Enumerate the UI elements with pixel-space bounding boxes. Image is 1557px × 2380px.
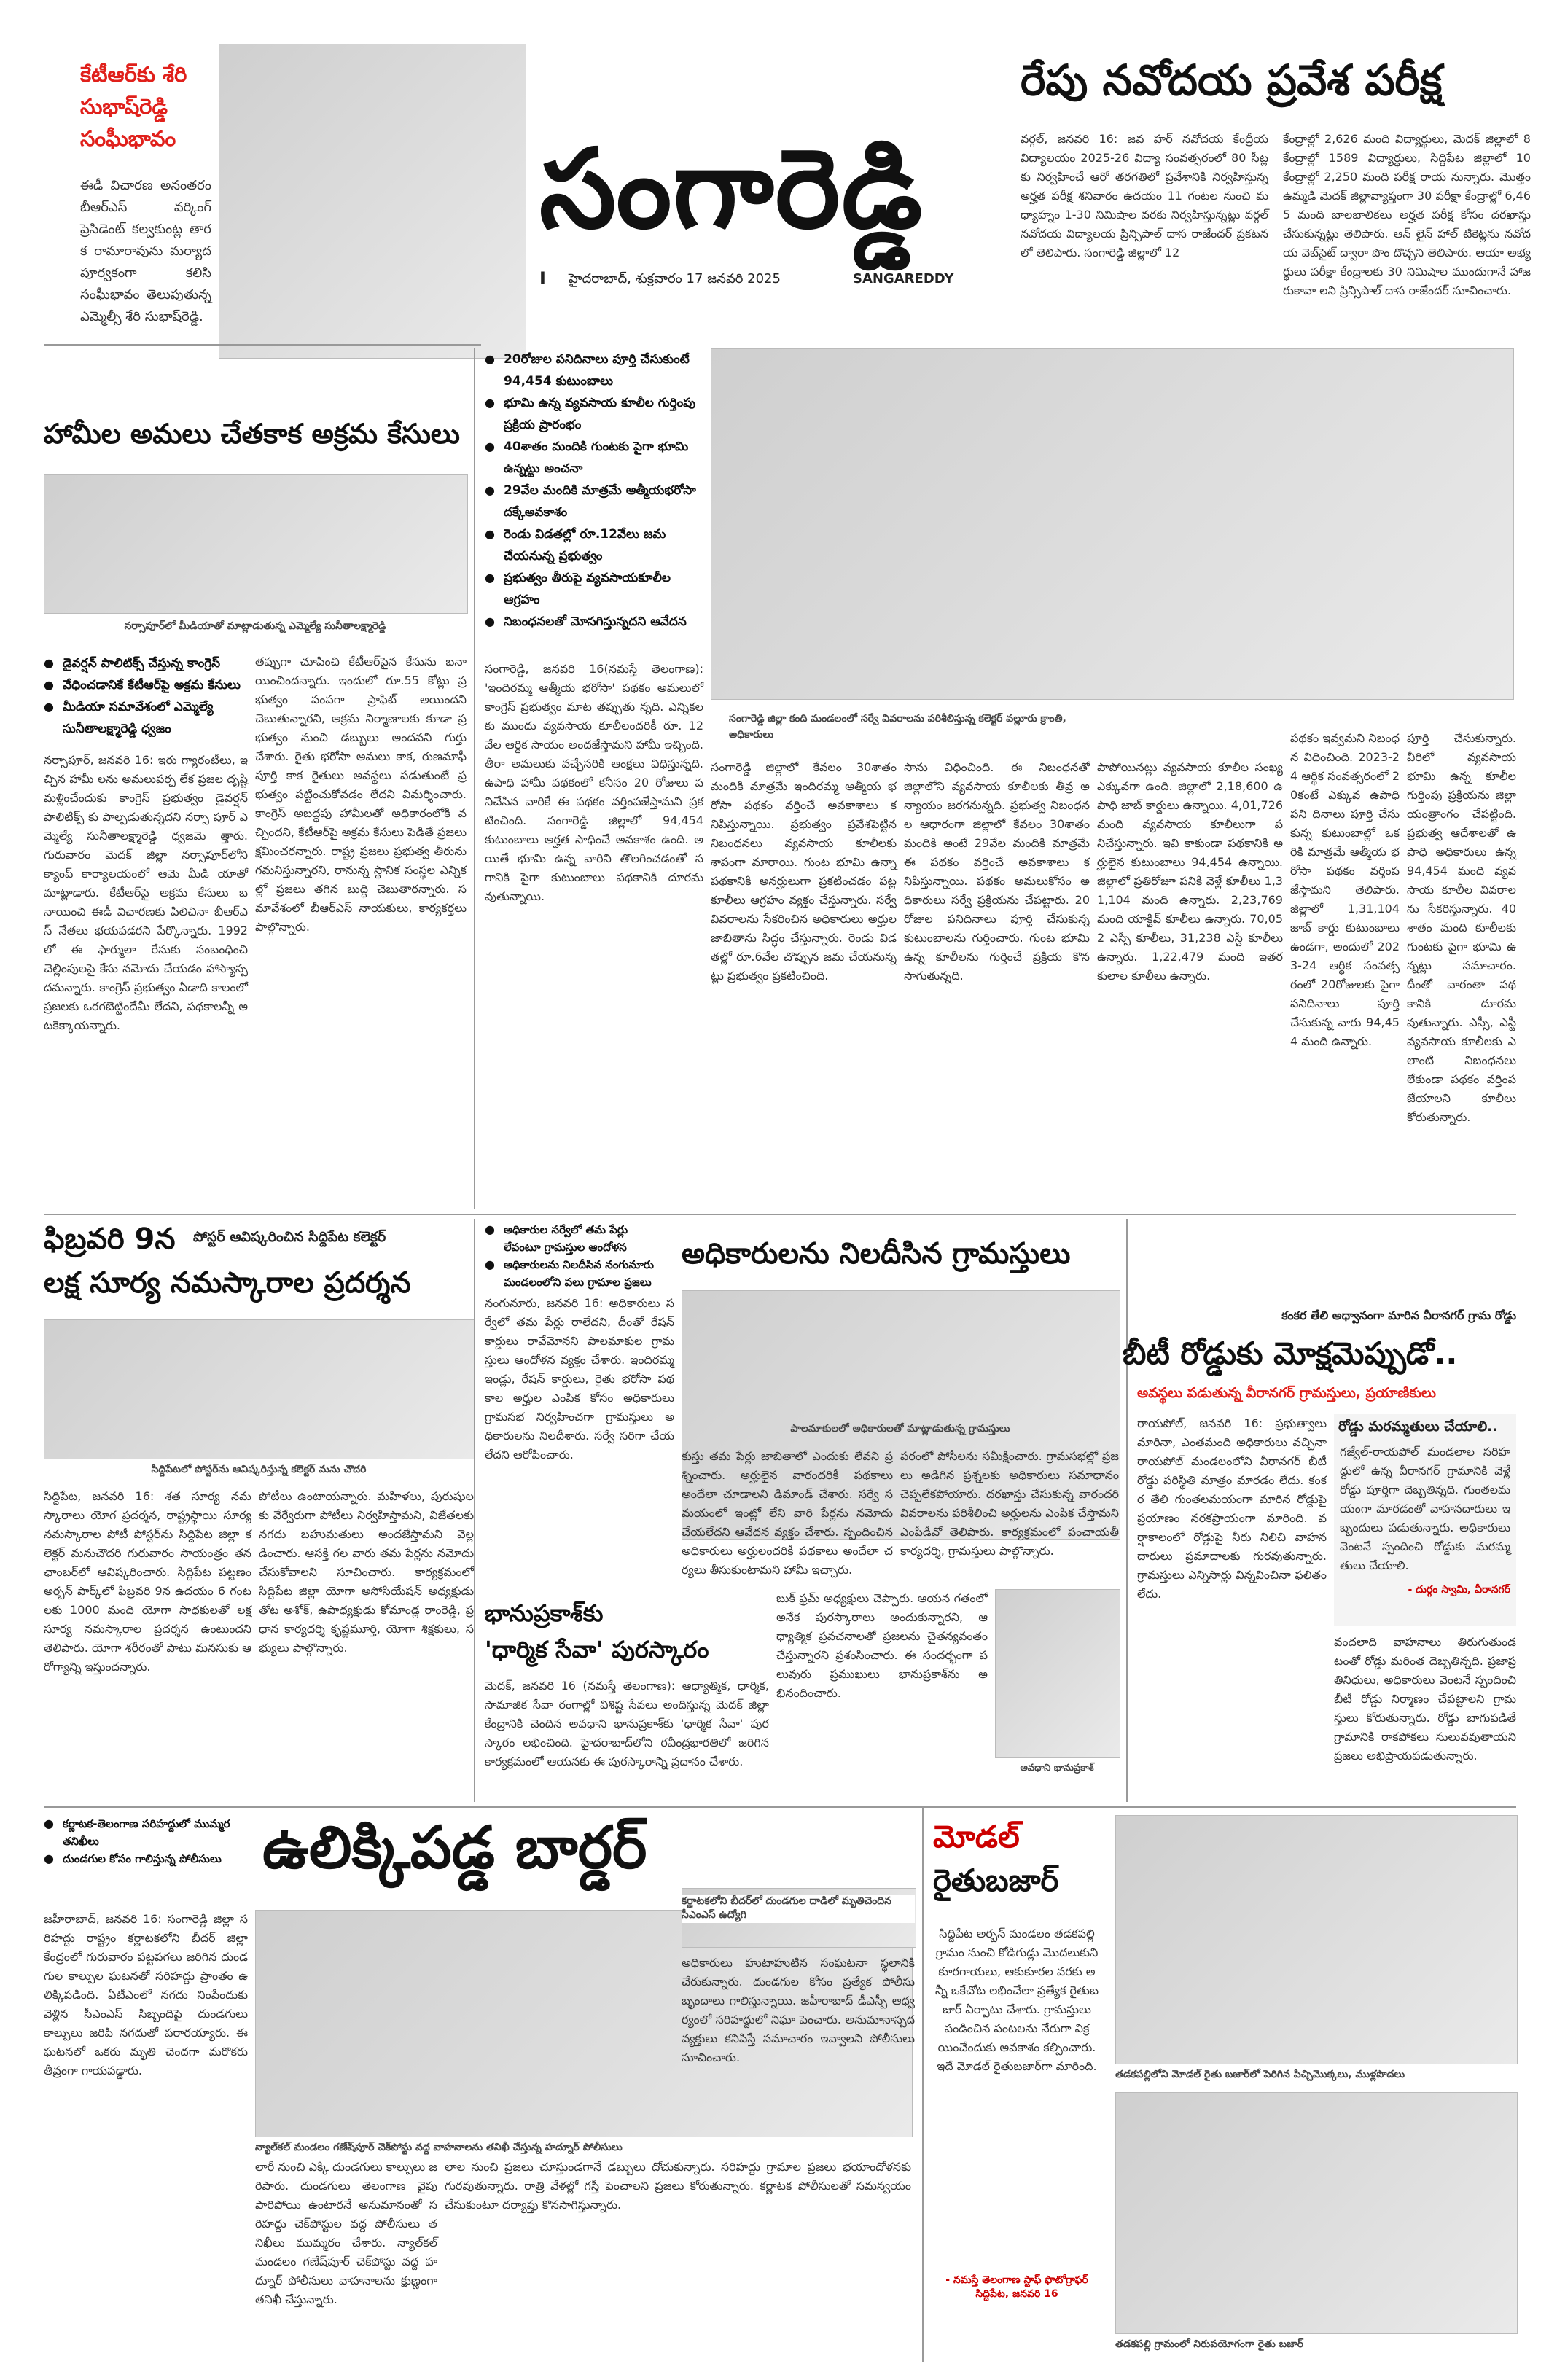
- surya-headline-1: ఫిబ్రవరి 9న: [44, 1222, 176, 1256]
- ktr-solidarity-caption: ఈడీ విచారణ అనంతరం బీఆర్‌ఎస్‌ వర్కింగ్‌ ప్రెసిడెంట్‌ కల్వకుంట్ల తారక రామారావును మర్యాదపూర్వకంగా కలిసి సంఘీభావం తెలుపుతున్న ఎమ్మెల్సీ శేరి సుభాష్‌రెడ్డి.: [80, 178, 211, 324]
- border-headline: ఉలిక్కిపడ్డ బార్డర్‌: [262, 1814, 647, 1881]
- adhikarulu-bullet: ● అధికారులను నిలదీసిన నంగునూరు మండలంలోని పలు గ్రామాల ప్రజలు: [485, 1256, 667, 1291]
- bhanu-headline-2: 'ధార్మిక సేవా' పురస్కారం: [485, 1636, 709, 1663]
- surya-caption: సిద్దిపేటలో పోస్టర్‌ను ఆవిష్కరిస్తున్న కలెక్టర్‌ మను చౌదరి: [151, 1464, 367, 1475]
- masthead-title: సంగారెడ్డి: [539, 126, 924, 253]
- surya-headline-2: లక్ష సూర్య నమస్కారాల ప్రదర్శన: [44, 1266, 411, 1300]
- surya-kicker: పోస్టర్‌ ఆవిష్కరించిన సిద్దిపేట కలెక్టర్‌: [193, 1229, 386, 1245]
- navodaya-body-col1: వర్గల్‌, జనవరి 16: జవ హర్‌ నవోదయ కేంద్రీయ విద్యాలయం 2025-26 విద్యా సంవత్సరంలో 80 సీట్లకు నిర్వహించే ఆరో తరగతిలో ప్రవేశానికి నిర్వహిస్తున్న అర్హత పరీక్ష శనివారం ఉదయం 11 గంటల నుంచి మధ్యాహ్నం 1-30 నిమిషాల వరకు నిర్వహిస్తున్నట్లు వర్గల్‌ నవోదయ విద్యాలయ ప్రిన్సిపాల్‌ దాస రాజేందర్‌ ప్రకటనలో తెలిపారు. సంగారెడ్డి జిల్లాలో 12: [1021, 132, 1268, 260]
- bharosa-bullet: ● 20రోజుల పనిదినాలు పూర్తి చేసుకుంటే 94,454 కుటుంబాలు: [485, 348, 703, 392]
- border-body-col3: అధికారులు హుటాహుటిన సంఘటనా స్థలానికి చేరుకున్నారు. దుండగుల కోసం ప్రత్యేక పోలీసు బృందాలు గాలిస్తున్నాయి. జహీరాబాద్‌ డీఎస్పీ ఆధ్వర్యంలో సరిహద్దులో నిఘా పెంచారు. అనుమానాస్పద వ్యక్తులు కనిపిస్తే సమాచారం ఇవ్వాలని పోలీసులు సూచించారు.: [682, 1956, 915, 2064]
- masthead-title-en: SANGAREDDY: [853, 271, 954, 286]
- model-byline: - నమస్తే తెలంగాణ స్టాఫ్‌ ఫొటోగ్రాఫర్‌ సిద్దిపేట, జనవరి 16: [945, 2274, 1088, 2300]
- model-caption1: తడకపల్లిలోని మోడల్‌ రైతు బజార్‌లో పెరిగిన పిచ్చిమొక్కలు, ముళ్లపొదలు: [1115, 2069, 1405, 2080]
- divider: [44, 344, 481, 346]
- adhikarulu-bullets: [485, 1221, 667, 1291]
- bharosa-bullet: ● రెండు విడతల్లో రూ.12వేలు జమ చేయనున్న ప్రభుత్వం: [485, 523, 703, 567]
- border-caption1: కర్ణాటకలోని బీదర్‌లో దుండగుల దాడిలో మృతిచెందిన సీఎంఎస్‌ ఉద్యోగి: [682, 1895, 915, 1923]
- btroad-body-col2: వందలాది వాహనాలు తిరుగుతుండటంతో రోడ్డు మరింత దెబ్బతిన్నది. ప్రజాప్రతినిధులు, అధికారులు వెంటనే స్పందించి బీటీ రోడ్డు నిర్మాణం చేపట్టాలని గ్రామస్తులు కోరుతున్నారు. రోడ్డు బాగుపడితే గ్రామానికి రాకపోకలు సులువవుతాయని ప్రజలు అభిప్రాయపడుతున్నారు.: [1334, 1635, 1516, 1763]
- adhikarulu-body-col3: పరంలో పోసీలను సమీక్షించారు. గ్రామసభల్లో ప్రజలు అడిగిన ప్రశ్నలకు అధికారులు సమాధానం చెప్పలేకపోయారు. దరఖాస్తు చేసుకున్న వారందరి వివరాలను పరిశీలించి అర్హులను ఎంపిక చేస్తామని ఎంపీడీవో తెలిపారు. కార్యక్రమంలో పంచాయతీ కార్యదర్శి, గ్రామస్తులు పాల్గొన్నారు.: [900, 1449, 1119, 1558]
- homilu-caption: నర్సాపూర్‌లో మీడియాతో మాట్లాడుతున్న ఎమ్మెల్యే సునీతాలక్ష్మారెడ్డి: [124, 620, 386, 632]
- bharosa-bullet: ● 29వేల మందికి మాత్రమే ఆత్మీయభరోసా దక్కేఅవకాశం: [485, 480, 703, 523]
- page-marker: I: [539, 268, 546, 289]
- ktr-solidarity-headline: కేటీఆర్‌కు శేరి సుభాష్‌రెడ్డి సంఘీభావం: [80, 62, 187, 151]
- border-body-col4: లాల నుంచి ప్రజలు చూస్తుండగానే డబ్బులు దోచుకున్నారు. సరిహద్దు గ్రామాల ప్రజలు భయాందోళనకు గురవుతున్నారు. రాత్రి వేళల్లో గస్తీ పెంచాలని ప్రజలు కోరుతున్నారు. కర్ణాటక పోలీసులతో సమన్వయం చేసుకుంటూ దర్యాప్తు కొనసాగిస్తున్నారు.: [445, 2160, 911, 2212]
- bharosa-bullets: [485, 348, 703, 633]
- bharosa-body-col4: పాపోయినట్లు వ్యవసాయ కూలీల సంఖ్య ఎక్కువగా ఉంది. జిల్లాలో 2,18,600 ఉపాధి జాబ్‌ కార్డులు ఉన్నాయి. 4,01,726 మంది వ్యవసాయ కూలీలుగా పనిచేస్తున్నారు. ఇవి కాకుండా పథకానికి అర్హులైన కుటుంబాలు 94,454 ఉన్నాయి. జిల్లాలో ప్రతిరోజూ పనికి వెళ్లే కూలీలు 1,31,104 మంది ఉన్నారు. 2,23,769 మంది యాక్టివ్‌ కూలీలు ఉన్నారు. 70,052 ఎస్సీ కూలీలు, 31,238 ఎస్టీ కూలీలు ఉన్నారు. 1,22,479 మంది ఇతర కులాల కూలీలు ఉన్నారు.: [1097, 760, 1283, 983]
- homilu-bullet: ● మీడియా సమావేశంలో ఎమ్మెల్యే సునీతాలక్ష్మారెడ్డి ధ్వజం: [44, 696, 248, 740]
- bhanu-author: అవధాని భానుప్రకాశ్‌: [1020, 1763, 1094, 1774]
- btroad-body-col1: రాయపోల్‌, జనవరి 16: ప్రభుత్వాలు మారినా, ఎంతమంది అధికారులు వచ్చినా రాయపోల్‌ మండలంలోని వీరానగర్‌ బీటీ రోడ్డు పరిస్థితి మాత్రం మారడం లేదు. కంకర తేలి గుంతలమయంగా మారిన రోడ్డుపై ప్రయాణం నరకప్రాయంగా మారింది. వర్షాకాలంలో రోడ్డుపై నీరు నిలిచి వాహనదారులు ప్రమాదాలకు గురవుతున్నారు. గ్రామస్తులు ఎన్నిసార్లు విన్నవించినా ఫలితం లేదు.: [1137, 1416, 1327, 1601]
- homilu-body-col1: నర్సాపూర్‌, జనవరి 16: ఇరు గ్యారంటీలు, ఇచ్చిన హామీ లను అమలుపర్చ లేక ప్రజల దృష్టి మళ్లించేందుకు కాంగ్రెస్‌ ప్రభుత్వం డైవర్షన్‌ పాలిటిక్స్‌ కు పాల్పడుతున్నదని నర్సా పూర్‌ ఎమ్మెల్యే సునీతాలక్ష్మారెడ్డి ధ్వజమె త్తారు. గురువారం మెదక్‌ జిల్లా నర్సాపూర్‌లోని క్యాంప్‌ కార్యాలయంలో ఆమె మీడి యాతో మాట్లాడారు. కేటీఆర్‌పై అక్రమ కేసులు బనాయించి ఈడీ విచారణకు పిలిచినా బీఆర్‌ఎస్‌ నేతలు భయపడరని పేర్కొన్నారు. 1992లో ఈ ఫార్ములా రేసుకు సంబంధించి చెల్లింపులపై కేసు నమోదు చేయడం హాస్యాస్పదమన్నారు. కాంగ్రెస్‌ ప్రభుత్వం ఏడాది కాలంలో ప్రజలకు ఒరగబెట్టిందేమీ లేదని, పథకాలన్నీ అటకెక్కాయన్నారు.: [44, 753, 248, 1032]
- divider: [474, 348, 475, 1209]
- homilu-photo: [44, 474, 468, 614]
- bharosa-caption: సంగారెడ్డి జిల్లా కంది మండలంలో సర్వే వివరాలను పరిశీలిస్తున్న కలెక్టర్‌ వల్లూరు క్రాంతి, అధికారులు: [729, 713, 1066, 741]
- border-bullets: [44, 1815, 255, 1868]
- btroad-subhead: అవస్థలు పడుతున్న వీరానగర్‌ గ్రామస్తులు, ప్రయాణికులు: [1137, 1385, 1436, 1401]
- adhikarulu-caption: పాలమాకులలో అధికారులతో మాట్లాడుతున్న గ్రామస్తులు: [790, 1423, 1010, 1435]
- homilu-body-col2: తప్పుగా చూపించి కేటీఆర్‌పైన కేసును బనా యించిందన్నారు. ఇందులో రూ.55 కోట్లు ప్రభుత్వం పంపగా ప్రాఫిట్‌ అయిందని చెబుతున్నారని, అక్రమ నిర్మాణాలకు కూడా ప్రభుత్వం నుంచి డబ్బులు అందవని గుర్తు చేశారు. రైతు భరోసా అమలు కాక, రుణమాఫీ పూర్తి కాక రైతులు అవస్థలు పడుతుంటే ప్రభుత్వం పట్టించుకోవడం లేదని విమర్శించారు. కాంగ్రెస్‌ అబద్ధపు హామీలతో అధికారంలోకి వచ్చిందని, కేటీఆర్‌పై అక్రమ కేసులు పెడితే ప్రజలు క్షమించరన్నారు. రాష్ట్ర ప్రజలు ప్రభుత్వ తీరును గమనిస్తున్నారని, రానున్న స్థానిక సంస్థల ఎన్నికల్లో ప్రజలు తగిన బుద్ధి చెబుతారన్నారు. సమావేశంలో బీఆర్‌ఎస్‌ నాయకులు, కార్యకర్తలు పాల్గొన్నారు.: [255, 655, 467, 934]
- bharosa-bullet: ● 40శాతం మందికి గుంటకు పైగా భూమి ఉన్నట్టు అంచనా: [485, 436, 703, 480]
- model-photo-2: [1115, 2092, 1518, 2334]
- border-body-col2: లారీ నుంచి ఎక్కి దుండగులు కాల్పులు జరిపారు. దుండగులు తెలంగాణ వైపు పారిపోయి ఉంటారనే అనుమానంతో సరిహద్దు చెక్‌పోస్టుల వద్ద పోలీసులు తనిఖీలు ముమ్మరం చేశారు. న్యాల్‌కల్‌ మండలం గణేష్‌పూర్‌ చెక్‌పోస్టు వద్ద హద్నూర్‌ పోలీసులు వాహనాలను క్షుణ్ణంగా తనిఖీ చేస్తున్నారు.: [255, 2160, 437, 2306]
- bharosa-photo: [711, 348, 1514, 700]
- left-top-headline: [80, 58, 219, 155]
- bharosa-bullet: ● ప్రభుత్వం తీరుపై వ్యవసాయకూలీల ఆగ్రహం: [485, 567, 703, 611]
- btroad-pullquote: రోడ్డు మరమ్మతులు చేయాలి..: [1338, 1419, 1498, 1435]
- ktr-solidarity-photo: [219, 44, 526, 359]
- masthead-dateline: హైదరాబాద్‌, శుక్రవారం 17 జనవరి 2025: [569, 271, 781, 286]
- surya-photo: [44, 1319, 475, 1459]
- border-bullet: ● కర్ణాటక-తెలంగాణ సరిహద్దులో ముమ్మర తనిఖీలు: [44, 1815, 255, 1850]
- border-bullet: ● దుండగుల కోసం గాలిస్తున్న పోలీసులు: [44, 1850, 255, 1868]
- masthead: [539, 117, 1006, 306]
- homilu-bullet: ● వేధించడానికే కేటీఆర్‌పై అక్రమ కేసులు: [44, 674, 248, 696]
- surya-body-col2: పోటీలు ఉంటాయన్నారు. మహిళలు, పురుషులకు వేర్వేరుగా పోటీలు నిర్వహిస్తామని, విజేతలకు నగదు బహుమతులు అందజేస్తామని వెల్లడించారు. ఆసక్తి గల వారు తమ పేర్లను నమోదు చేసుకోవాలని సూచించారు. కార్యక్రమంలో సిద్దిపేట జిల్లా యోగా అసోసియేషన్‌ అధ్యక్షుడు తోట అశోక్‌, ఉపాధ్యక్షుడు కోమాండ్ల రాంరెడ్డి, ప్రధాన కార్యదర్శి కృష్ణమూర్తి, యోగా శిక్షకులు, సభ్యులు పాల్గొన్నారు.: [259, 1489, 474, 1655]
- model-body: సిద్దిపేట అర్బన్‌ మండలం తడకపల్లి గ్రామం నుంచి కోడిగుడ్లు మొదలుకుని కూరగాయలు, ఆకుకూరల వరకు అన్నీ ఒకేచోట లభించేలా ప్రత్యేక రైతుబజార్‌ ఏర్పాటు చేశారు. గ్రామస్తులు పండించిన పంటలను నేరుగా విక్రయించేందుకు అవకాశం కల్పించారు. ఇదే మోడల్‌ రైతుబజార్‌గా మారింది.: [935, 1927, 1099, 2073]
- homilu-bullets: [44, 652, 248, 740]
- bharosa-body-col3: సాను విధించింది. ఈ నిబంధనతో జిల్లాలోని వ్యవసాయ కూలీలకు తీవ్ర అన్యాయం జరగనున్నది. ప్రభుత్వ నిబంధనల ఆధారంగా జిల్లాలో కేవలం 30శాతం మందికి అంటే 29వేల మందికి మాత్రమే ఈ పథకం వర్తించే అవకాశాలు కనిపిస్తున్నాయి. పథకం అమలుకోసం అధికారులు సర్వే ప్రక్రియను చేపట్టారు. 20 రోజుల పనిదినాలు పూర్తి చేసుకున్న కుటుంబాలను గుర్తించారు. గుంట భూమి ఉన్న కూలీలను గుర్తించే ప్రక్రియ కొనసాగుతున్నది.: [904, 760, 1090, 983]
- border-caption2: న్యాల్‌కల్‌ మండలం గణేష్‌పూర్‌ చెక్‌పోస్టు వద్ద వాహనాలను తనిఖీ చేస్తున్న హద్నూర్‌ పోలీసులు: [255, 2142, 623, 2153]
- divider: [1126, 1219, 1128, 1802]
- bharosa-body-col1: సంగారెడ్డి, జనవరి 16(నమస్తే తెలంగాణ): 'ఇందిరమ్మ ఆత్మీయ భరోసా' పథకం అమలులో కాంగ్రెస్‌ ప్రభుత్వం మాట తప్పుతు న్నది. ఎన్నికలకు ముందు వ్యవసాయ కూలీలందరికీ రూ. 12వేల ఆర్థిక సాయం అందజేస్తామని హామీ ఇచ్చింది. తీరా అమలుకు వచ్చేసరికి ఆంక్షలు విధిస్తున్నది. ఉపాధి హామీ పథకంలో కనీసం 20 రోజులు పనిచేసిన వారికే ఈ పథకం వర్తింపజేస్తామని ప్రకటించింది. సంగారెడ్డి జిల్లాలో 94,454 కుటుంబాలు అర్హత సాధించే అవకాశం ఉంది. అయితే భూమి ఉన్న వారిని తొలగించడంతో సగానికి పైగా కుటుంబాలు పథకానికి దూరమవుతున్నాయి.: [485, 662, 703, 903]
- bharosa-body-col6: పూర్తి చేసుకున్నారు. వీరిలో వ్యవసాయ భూమి ఉన్న కూలీల గుర్తింపు ప్రక్రియను జిల్లా యంత్రాంగం చేపట్టింది. ప్రభుత్వ ఆదేశాలతో ఉపాధి అధికారులు ఉన్న 94,454 మంది వ్యవసాయ కూలీల వివరాలను సేకరిస్తున్నారు. 40శాతం మంది కూలీలకు గుంటకు పైగా భూమి ఉన్నట్లు సమాచారం. దీంతో వారంతా పథకానికి దూరమవుతున్నారు. ఎస్సీ, ఎస్టీ వ్యవసాయ కూలీలకు ఎలాంటి నిబంధనలు లేకుండా పథకం వర్తింపజేయాలని కూలీలు కోరుతున్నారు.: [1407, 731, 1516, 1124]
- btroad-quote-box: [1334, 1414, 1516, 1626]
- btroad-kicker: కంకర తేలి అధ్వానంగా మారిన వీరానగర్‌ గ్రామ రోడ్డు: [1281, 1308, 1516, 1322]
- bhanu-headline-1: భానుప్రకాశ్‌కు: [485, 1599, 604, 1627]
- model-caption2: తడకపల్లి గ్రామంలో నిరుపయోగంగా రైతు బజార్‌: [1115, 2338, 1304, 2350]
- bhanu-body-col2: బుక్‌ ఫ్రమ్‌ అధ్యక్షులు చెప్పారు. ఆయన గతంలో అనేక పురస్కారాలు అందుకున్నారని, ఆధ్యాత్మిక ప్రవచనాలతో ప్రజలను చైతన్యవంతం చేస్తున్నారని ప్రశంసించారు. ఈ సందర్భంగా పలువురు ప్రముఖులు భానుప్రకాశ్‌ను అభినందించారు.: [776, 1591, 988, 1700]
- btroad-headline: బీటీ రోడ్డుకు మోక్షమెప్పుడో..: [1123, 1335, 1458, 1371]
- adhikarulu-body-col1: నంగునూరు, జనవరి 16: అధికారులు సర్వేలో తమ పేర్లు రాలేదని, దీంతో రేషన్‌ కార్డులు రావేమోనని పాలమాకుల గ్రామస్తులు ఆందోళన వ్యక్తం చేశారు. ఇందిరమ్మ ఇండ్లు, రేషన్‌ కార్డులు, రైతు భరోసా పథకాల అర్హుల ఎంపిక కోసం అధికారులు గ్రామసభ నిర్వహించగా గ్రామస్తులు అధికారులను నిలదీశారు. సర్వే సరిగా చేయలేదని ఆరోపించారు.: [485, 1296, 674, 1462]
- model-headline-1: మోడల్‌: [933, 1819, 1020, 1854]
- divider: [474, 1219, 475, 1802]
- adhikarulu-bullet: ● అధికారుల సర్వేలో తమ పేర్లు లేవంటూ గ్రామస్తుల ఆందోళన: [485, 1221, 667, 1256]
- btroad-quote-by: - దుర్గం స్వామి, వీరానగర్‌: [1408, 1584, 1510, 1596]
- bharosa-bullet: ● భూమి ఉన్న వ్యవసాయ కూలీల గుర్తింపు ప్రక్రియ ప్రారంభం: [485, 392, 703, 436]
- bhanu-photo: [995, 1589, 1120, 1758]
- divider: [44, 1214, 1516, 1215]
- surya-body-col1: సిద్దిపేట, జనవరి 16: శత సూర్య నమస్కారాలు యోగ ప్రదర్శన, రాష్ట్రస్థాయి సూర్య నమస్కారాల పోటీ పోస్టర్‌ను సిద్దిపేట జిల్లా కలెక్టర్‌ మనుచౌదరి గురువారం సాయంత్రం తన ఛాంబర్‌లో ఆవిష్కరించారు. సిద్దిపేట పట్టణం అర్బన్‌ పార్క్‌లో ఫిబ్రవరి 9న ఉదయం 6 గంటలకు 1000 మంది యోగా సాధకులతో లక్ష సూర్య నమస్కారాల ప్రదర్శన ఉంటుందని తెలిపారు. యోగా శరీరంతో పాటు మనసుకు ఆరోగ్యాన్ని ఇస్తుందన్నారు.: [44, 1489, 251, 1674]
- adhikarulu-headline: అధికారులను నిలదీసిన గ్రామస్తులు: [682, 1237, 1071, 1271]
- btroad-quote-body: గజ్వేల్‌-రాయపోల్‌ మండలాల సరిహద్దులో ఉన్న వీరానగర్‌ గ్రామానికి వెళ్లే రోడ్డు పూర్తిగా దెబ్బతిన్నది. గుంతలమయంగా మారడంతో వాహనదారులు ఇబ్బందులు పడుతున్నారు. అధికారులు వెంటనే స్పందించి రోడ్డుకు మరమ్మతులు చేయాలి.: [1340, 1445, 1510, 1572]
- homilu-bullet: ● డైవర్షన్‌ పాలిటిక్స్‌ చేస్తున్న కాంగ్రెస్‌: [44, 652, 248, 674]
- adhikarulu-body-col2: కుస్తు తమ పేర్లు జాబితాలో ఎందుకు లేవని ప్రశ్నించారు. అర్హులైన వారందరికీ పథకాలు అందేలా చూడాలని డిమాండ్‌ చేశారు. సర్వే సమయంలో ఇంట్లో లేని వారి పేర్లను నమోదు చేయలేదని ఆవేదన వ్యక్తం చేశారు. స్పందించిన అధికారులు అర్హులందరికీ పథకాలు అందేలా చర్యలు తీసుకుంటామని హామీ ఇచ్చారు.: [682, 1449, 893, 1577]
- bhanu-body-col1: మెదక్‌, జనవరి 16 (నమస్తే తెలంగాణ): ఆధ్యాత్మిక, ధార్మిక, సామాజిక సేవా రంగాల్లో విశిష్ట సేవలు అందిస్తున్న మెదక్‌ జిల్లా కేంద్రానికి చెందిన అవధాని భానుప్రకాశ్‌కు 'ధార్మిక సేవా' పురస్కారం లభించింది. హైదరాబాద్‌లోని రవీంద్రభారతిలో జరిగిన కార్యక్రమంలో ఆయనకు ఈ పురస్కారాన్ని ప్రదానం చేశారు.: [485, 1679, 769, 1768]
- bharosa-bullet: ● నిబంధనలతో మోసగిస్తున్నదని ఆవేదన: [485, 611, 703, 633]
- divider: [922, 1808, 924, 2362]
- navodaya-body-col2: కేంద్రాల్లో 2,626 మంది విద్యార్థులు, మెదక్‌ జిల్లాలో 8 కేంద్రాల్లో 1589 విద్యార్థులు, సిద్దిపేట జిల్లాలో 10 కేంద్రాల్లో 2,250 మంది పరీక్ష రాయ నున్నారు. మొత్తం ఉమ్మడి మెదక్‌ జిల్లావ్యాప్తంగా 30 పరీక్షా కేంద్రాల్లో 6,465 మంది బాలబాలికలు అర్హత పరీక్ష కోసం దరఖాస్తు చేసుకున్నట్లు తెలిపారు. ఆన్‌ లైన్‌ హాల్‌ టికెట్లను నవోదయ వెబ్‌సైట్‌ ద్వారా పొం దొచ్చని తెలిపారు. ఆయా అభ్యర్థులు పరీక్షా కేంద్రాలకు 30 నిమిషాల ముందుగానే హాజరుకావా లని ప్రిన్సిపాల్‌ దాస రాజేందర్‌ సూచించారు.: [1283, 132, 1531, 297]
- model-photo-1: [1115, 1815, 1518, 2064]
- homilu-headline: హామీల అమలు చేతకాక అక్రమ కేసులు: [44, 418, 460, 450]
- navodaya-headline: రేపు నవోదయ ప్రవేశ పరీక్ష: [1021, 55, 1443, 105]
- bharosa-body-col5: పథకం ఇవ్వమని నిబంధన విధించింది. 2023-24 ఆర్థిక సంవత్సరంలో 20కంటే ఎక్కువ ఉపాధి పని దినాలు పూర్తి చేసు కున్న కుటుంబాల్లో ఒకరికి మాత్రమే ఆత్మీయ భరోసా పథకం వర్తింపజేస్తామని తెలిపారు. జిల్లాలో 1,31,104 జాబ్‌ కార్డు కుటుంబాలు ఉండగా, అందులో 2023-24 ఆర్థిక సంవత్సరంలో 20రోజులకు పైగా పనిదినాలు పూర్తి చేసుకున్న వారు 94,454 మంది ఉన్నారు.: [1290, 731, 1400, 1048]
- bharosa-body-col2: సంగారెడ్డి జిల్లాలో కేవలం 30శాతం మందికి మాత్రమే ఇందిరమ్మ ఆత్మీయ భరోసా పథకం వర్తించే అవకాశాలు కనిపిస్తున్నాయి. ప్రభుత్వం ప్రవేశపెట్టిన నిబంధనలు వ్యవసాయ కూలీలకు శాపంగా మారాయి. గుంట భూమి ఉన్నా పథకానికి అనర్హులుగా ప్రకటించడం పట్ల కూలీలు ఆగ్రహం వ్యక్తం చేస్తున్నారు. సర్వే వివరాలను సేకరించిన అధికారులు అర్హుల జాబితాను సిద్ధం చేస్తున్నారు. రెండు విడతల్లో రూ.6వేల చొప్పున జమ చేయనున్నట్లు ప్రభుత్వం ప్రకటించింది.: [711, 760, 897, 983]
- model-headline-2: రైతుబజార్‌: [933, 1862, 1059, 1898]
- border-body-col1: జహీరాబాద్‌, జనవరి 16: సంగారెడ్డి జిల్లా సరిహద్దు రాష్ట్రం కర్ణాటకలోని బీదర్‌ జిల్లా కేంద్రంలో గురువారం పట్టపగలు జరిగిన దుండగుల కాల్పుల ఘటనతో సరిహద్దు ప్రాంతం ఉలిక్కిపడింది. ఏటీఎంలో నగదు నింపేందుకు వెళ్లిన సీఎంఎస్‌ సిబ్బందిపై దుండగులు కాల్పులు జరిపి నగదుతో పరారయ్యారు. ఈ ఘటనలో ఒకరు మృతి చెందగా మరొకరు తీవ్రంగా గాయపడ్డారు.: [44, 1912, 248, 2077]
